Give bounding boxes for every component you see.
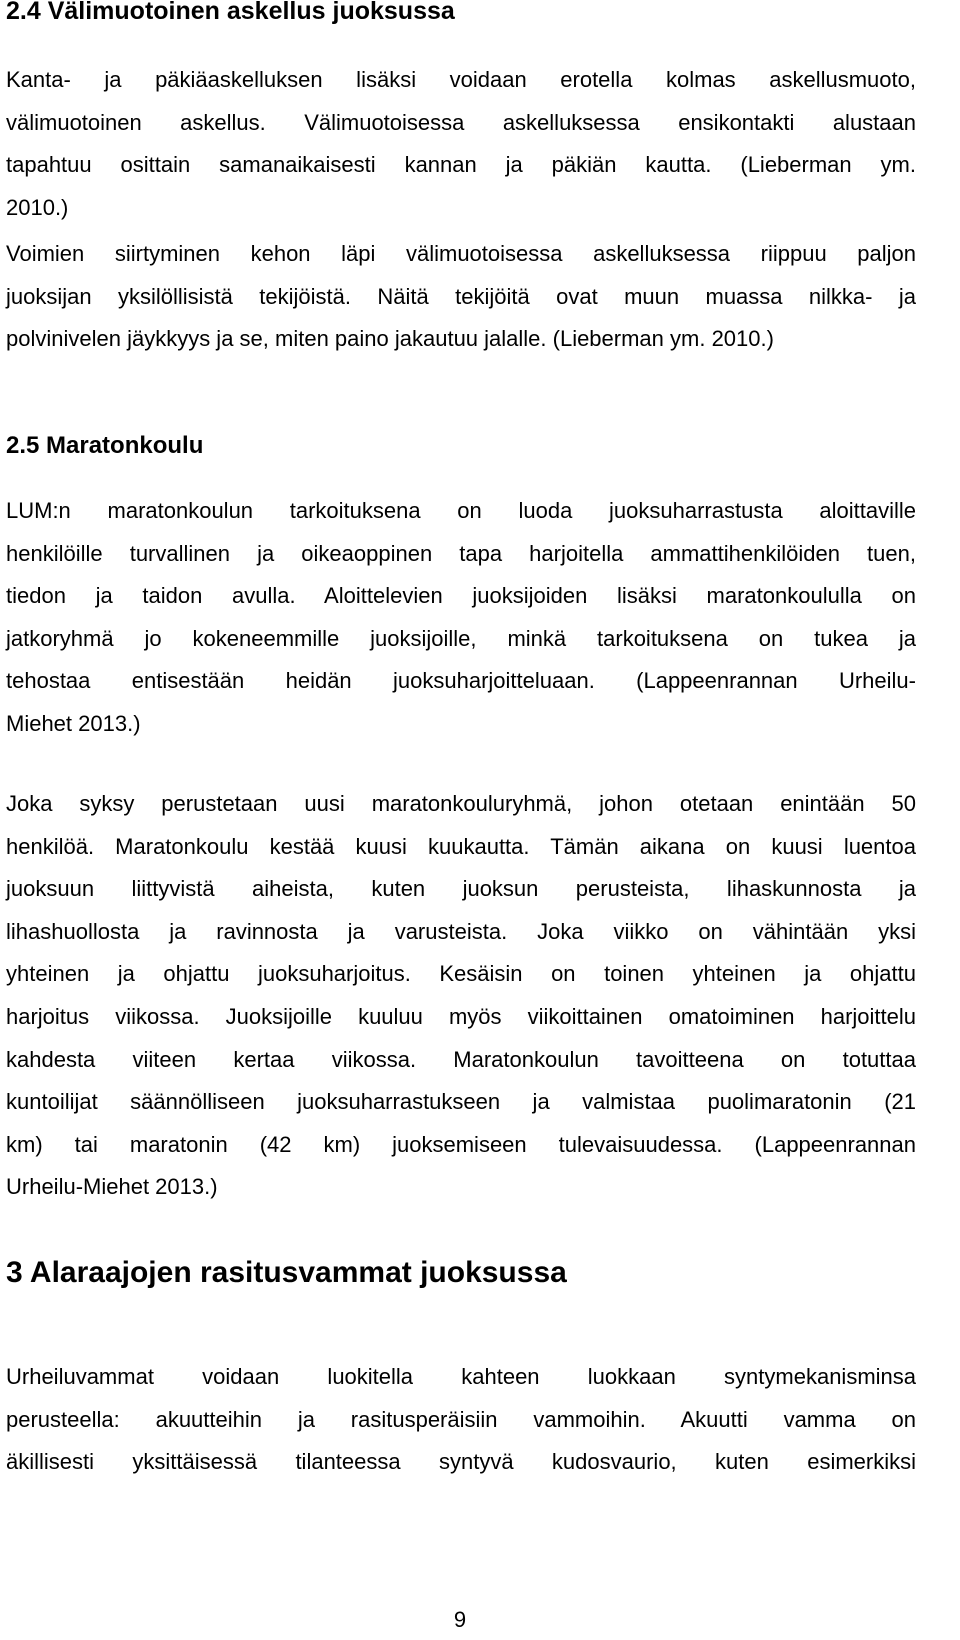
page-number: 9 bbox=[453, 1607, 467, 1632]
text-line: Voimien siirtyminen kehon läpi välimuotoisessa askelluksessa riippuu paljon bbox=[6, 241, 916, 266]
text-line: tapahtuu osittain samanaikaisesti kannan ja päkiän kautta. (Lieberman ym. bbox=[6, 152, 916, 178]
paragraph-3-1 bbox=[6, 1356, 916, 1484]
text-line: lihashuollosta ja ravinnosta ja varusteista. Joka viikko on vähintään yksi bbox=[6, 918, 916, 944]
text-line: 2010.) bbox=[6, 194, 69, 220]
text-line: kuntoilijat säännölliseen juoksuharrastukseen ja valmistaa puolimaratonin (21 bbox=[6, 1089, 916, 1115]
text-line: LUM:n maratonkoulun tarkoituksena on luoda juoksuharrastusta aloittaville bbox=[6, 498, 916, 523]
text-line: Urheilu-Miehet 2013.) bbox=[6, 1174, 218, 1200]
text-line: Joka syksy perustetaan uusi maratonkouluryhmä, johon otetaan enintään 50 bbox=[6, 791, 916, 816]
paragraph-2-5-2 bbox=[6, 783, 916, 1209]
text-line: kahdesta viiteen kertaa viikossa. Maratonkoulun tavoitteena on totuttaa bbox=[6, 1046, 916, 1072]
section-heading-2-4: 2.4 Välimuotoinen askellus juoksussa bbox=[6, 0, 455, 25]
paragraph-2-5-1 bbox=[6, 490, 916, 746]
text-line: äkillisesti yksittäisessä tilanteessa syntyvä kudosvaurio, kuten esimerkiksi bbox=[6, 1449, 916, 1475]
text-line: juoksijan yksilöllisistä tekijöistä. Näitä tekijöitä ovat muun muassa nilkka- ja bbox=[6, 283, 916, 309]
text-line: tehostaa entisestään heidän juoksuharjoitteluaan. (Lappeenrannan Urheilu- bbox=[6, 668, 916, 694]
text-line: jatkoryhmä jo kokeneemmille juoksijoille, minkä tarkoituksena on tukea ja bbox=[6, 625, 916, 651]
text-line: henkilöä. Maratonkoulu kestää kuusi kuukautta. Tämän aikana on kuusi luentoa bbox=[6, 833, 916, 859]
text-line: yhteinen ja ohjattu juoksuharjoitus. Kesäisin on toinen yhteinen ja ohjattu bbox=[6, 961, 916, 987]
text-line: harjoitus viikossa. Juoksijoille kuuluu myös viikoittainen omatoiminen harjoittelu bbox=[6, 1003, 916, 1029]
section-heading-3: 3 Alaraajojen rasitusvammat juoksussa bbox=[6, 1256, 567, 1289]
text-line: henkilöille turvallinen ja oikeaoppinen tapa harjoitella ammattihenkilöiden tuen, bbox=[6, 540, 916, 566]
paragraph-2-4-1 bbox=[6, 59, 916, 229]
text-line: juoksuun liittyvistä aiheista, kuten juoksun perusteista, lihaskunnosta ja bbox=[6, 876, 916, 902]
text-line: Urheiluvammat voidaan luokitella kahteen luokkaan syntymekanisminsa bbox=[6, 1364, 916, 1389]
text-line: tiedon ja taidon avulla. Aloittelevien juoksijoiden lisäksi maratonkoululla on bbox=[6, 583, 916, 609]
section-heading-2-5: 2.5 Maratonkoulu bbox=[6, 432, 204, 459]
text-line: välimuotoinen askellus. Välimuotoisessa askelluksessa ensikontakti alustaan bbox=[6, 109, 916, 135]
text-line: perusteella: akuutteihin ja rasitusperäisiin vammoihin. Akuutti vamma on bbox=[6, 1406, 916, 1432]
paragraph-2-4-2 bbox=[6, 233, 916, 361]
text-line: polvinivelen jäykkyys ja se, miten paino jakautuu jalalle. (Lieberman ym. 2010.) bbox=[6, 326, 774, 352]
text-line: km) tai maratonin (42 km) juoksemiseen tulevaisuudessa. (Lappeenrannan bbox=[6, 1131, 916, 1157]
text-line: Kanta- ja päkiäaskelluksen lisäksi voidaan erotella kolmas askellusmuoto, bbox=[6, 67, 916, 92]
text-line: Miehet 2013.) bbox=[6, 710, 141, 736]
